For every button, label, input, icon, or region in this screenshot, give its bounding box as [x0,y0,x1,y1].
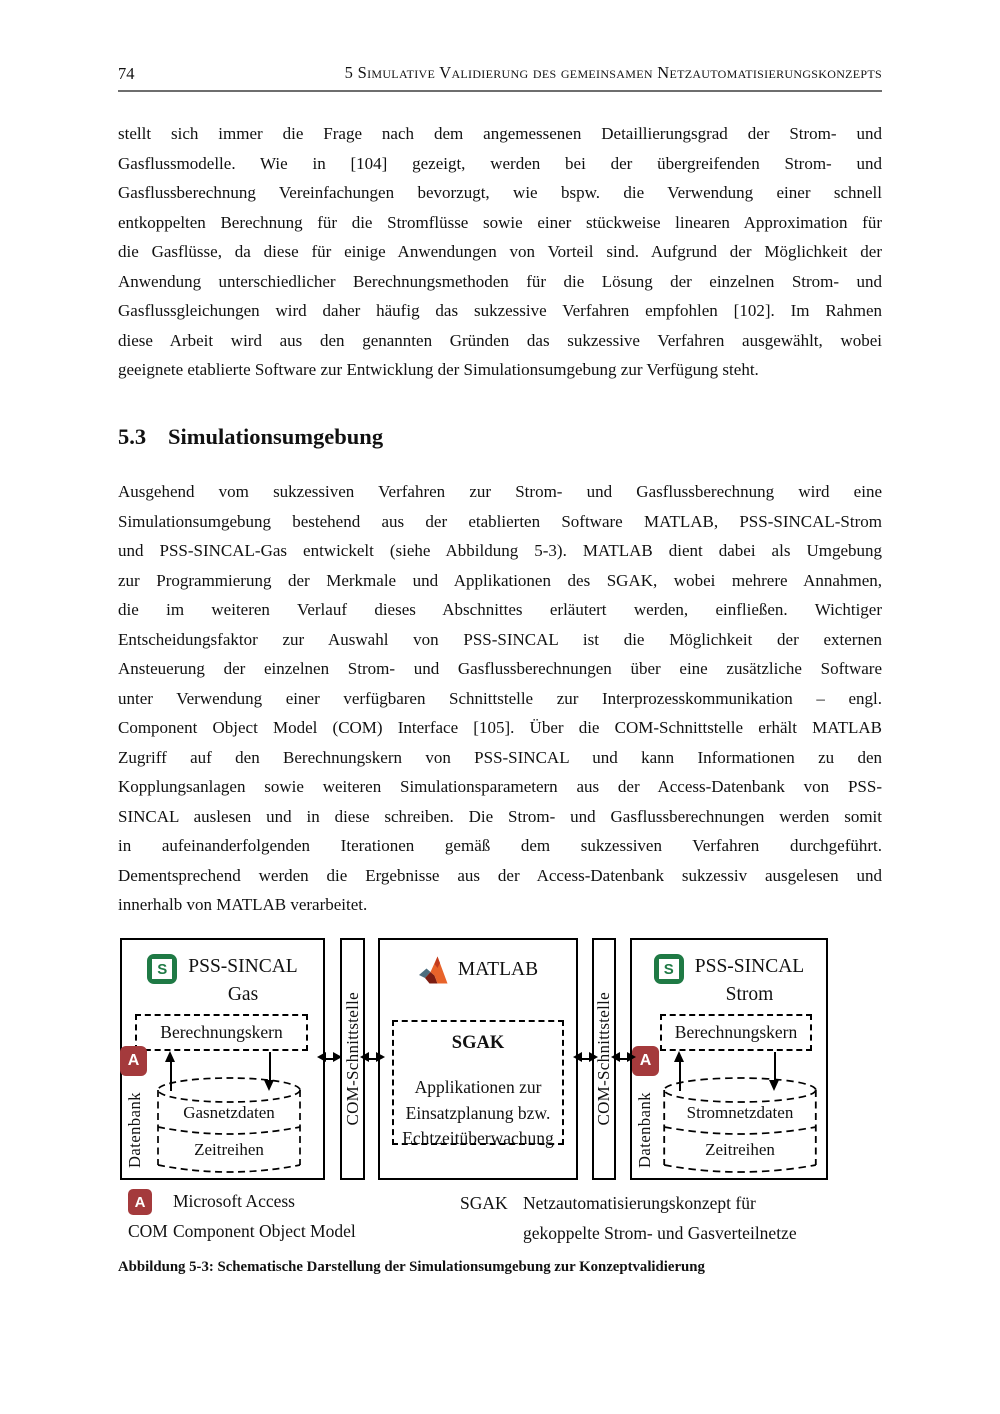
text-line: Kopplungsanlagen sowie weiteren Simulationsparametern aus der Access-Datenbank von PSS- [118,777,882,796]
strom-berechnungskern-box [660,1014,812,1051]
matlab-title: MATLAB [457,959,539,980]
strom-kernel-label: Berechnungskern [674,1022,798,1042]
pss-sincal-icon [147,954,177,984]
gas-box-title: PSS-SINCAL [188,956,298,977]
legend-sgak-label-line1: Netzautomatisierungskonzept für [523,1193,756,1213]
gas-kernel-label: Berechnungskern [160,1022,283,1042]
body-paragraph-2 [118,477,882,920]
access-icon [128,1189,152,1215]
text-line: Component Object Model (COM) Interface [105]. Über die COM-Schnittstelle erhält MATLAB [118,718,882,737]
access-icon [120,1046,147,1076]
text-line: Entscheidungsfaktor zur Auswahl von PSS-SINCAL ist die Möglichkeit der externen [118,629,882,649]
access-icon-letter: A [639,1052,652,1069]
strom-box-title: PSS-SINCAL [694,956,805,977]
legend-com-abbr: COM [128,1221,168,1241]
legend-access-label: Microsoft Access [173,1191,295,1211]
strom-cylinder-label-top: Stromnetzdaten [686,1103,794,1122]
text-line: Zugriff auf den Berechnungskern von PSS-SINCAL und kann Informationen zu den [118,747,882,767]
gas-database-cylinder [155,1077,303,1179]
gas-datenbank-label: Datenbank [125,1092,144,1168]
legend-left [128,1188,356,1248]
strom-box-title-row [632,953,826,1009]
section-title: Simulationsumgebung [168,424,384,449]
legend-sgak-row-2 [460,1220,797,1250]
legend-sgak-row-1 [460,1190,797,1220]
arrow-kernel-to-stromdb-icon [774,1052,776,1080]
text-line: und PSS-SINCAL-Gas entwickelt (siehe Abbildung 5-3). MATLAB dient dabei als Umgebung [118,541,882,560]
gas-berechnungskern-box [135,1014,308,1051]
text-line: Anwendung unterschiedlicher Berechnungsmethoden für die Lösung der einzelnen Strom- und [118,271,882,291]
pss-sincal-icon-letter: S [152,959,172,979]
sgak-line-2: Einsatzplanung bzw. [405,1102,551,1123]
strom-datenbank-label: Datenbank [635,1092,654,1168]
double-arrow-gas-com-icon [326,1058,333,1061]
pss-sincal-gas-box [120,938,325,1180]
pss-sincal-icon-letter: S [659,959,679,979]
legend-access-row [128,1188,356,1218]
running-header-title: 5 Simulative Validierung des gemeinsamen Netzautomatisierungskonzepts [344,63,882,82]
sgak-title: SGAK [451,1033,505,1053]
text-line: die im weiteren Verlauf dieses Abschnittes erläutert werden, einfließen. Wichtiger [118,600,882,619]
double-arrow-matlab-com-icon [582,1058,589,1061]
arrow-kernel-to-gasdb-icon [269,1052,271,1080]
access-icon [632,1046,659,1076]
matlab-box [378,938,578,1180]
text-line: Gasflussmodelle. Wie in [104] gezeigt, werden bei der übergreifenden Strom- und [118,153,882,173]
page-number: 74 [118,64,135,83]
strom-box-subtitle: Strom [725,984,774,1005]
text-line: entkoppelten Berechnung für die Stromflüsse sowie einer stückweise linearen Approximation für [118,212,882,232]
pss-sincal-icon [654,954,684,984]
header-rule [118,90,882,92]
access-icon-letter: A [127,1052,140,1069]
text-line: unter Verwendung einer verfügbaren Schnittstelle zur Interprozesskommunikation – engl. [118,688,882,708]
sgak-line-3: Echtzeitüberwachung [402,1128,554,1148]
legend-right [460,1190,797,1250]
matlab-title-row [380,956,576,984]
matlab-logo-icon [418,956,448,984]
text-line: in aufeinanderfolgenden Iterationen gemäß dem sukzessiven Verfahren durchgeführt. [118,836,882,855]
text-line: Ausgehend vom sukzessiven Verfahren zur Strom- und Gasflussberechnung wird eine [118,482,882,501]
text-line: Simulationsumgebung bestehend aus der etablierten Software MATLAB, PSS-SINCAL-Strom [118,511,882,531]
sgak-box [392,1020,564,1148]
text-line: diese Arbeit wird aus den genannten Gründen das sukzessive Verfahren ausgewählt, wobei [118,330,882,350]
gas-cylinder-label-bottom: Zeitreihen [194,1140,264,1159]
double-arrow-com-matlab-icon [369,1058,376,1061]
legend-com-row [128,1218,356,1248]
text-line: SINCAL auslesen und in diese schreiben. Die Strom- und Gasflussberechnungen werden somit [118,806,882,826]
strom-database-cylinder [661,1077,819,1179]
gas-cylinder-label-top: Gasnetzdaten [183,1103,275,1122]
legend-sgak-label-line2: gekoppelte Strom- und Gasverteilnetze [523,1223,797,1243]
text-line: Gasflussgleichungen wird daher häufig das sukzessive Verfahren empfohlen [102]. Im Rahmen [118,301,882,320]
gas-box-title-row [122,953,323,1009]
legend-com-label: Component Object Model [173,1221,356,1241]
figure-caption: Abbildung 5-3: Schematische Darstellung der Simulationsumgebung zur Konzeptvalidierung [118,1259,705,1275]
com-interface-left-label: COM-Schnittstelle [342,992,362,1126]
section-heading [118,424,383,450]
text-line: zur Programmierung der Merkmale und Applikationen des SGAK, wobei mehrere Annahmen, [118,570,882,590]
text-line: innerhalb von MATLAB verarbeitet. [118,895,368,914]
section-number: 5.3 [118,424,147,449]
text-line: Dementsprechend werden die Ergebnisse aus der Access-Datenbank sukzessiv ausgelesen und [118,865,882,885]
text-line: stellt sich immer die Frage nach dem angemessenen Detaillierungsgrad der Strom- und [118,124,882,143]
text-line: die Gasflüsse, da diese für einige Anwendungen von Vorteil sind. Aufgrund der Möglichkeit der [118,242,882,261]
text-line: Ansteuerung der einzelnen Strom- und Gasflussberechnungen über eine zusätzliche Software [118,659,882,678]
text-line: geeignete etablierte Software zur Entwicklung der Simulationsumgebung zur Verfügung steht. [118,360,759,379]
gas-box-subtitle: Gas [227,984,259,1005]
pss-sincal-strom-box [630,938,828,1180]
com-interface-right-label: COM-Schnittstelle [594,992,613,1126]
access-icon-letter: A [134,1193,146,1211]
strom-cylinder-label-bottom: Zeitreihen [705,1140,775,1159]
text-line: Gasflussberechnung Vereinfachungen bevorzugt, wie bspw. die Verwendung einer schnell [118,183,882,202]
figure-5-3-diagram [120,938,828,1180]
double-arrow-com-strom-icon [620,1058,627,1061]
body-paragraph-1 [118,119,882,385]
legend-sgak-abbr: SGAK [460,1193,508,1213]
sgak-line-1: Applikationen zur [414,1077,542,1097]
